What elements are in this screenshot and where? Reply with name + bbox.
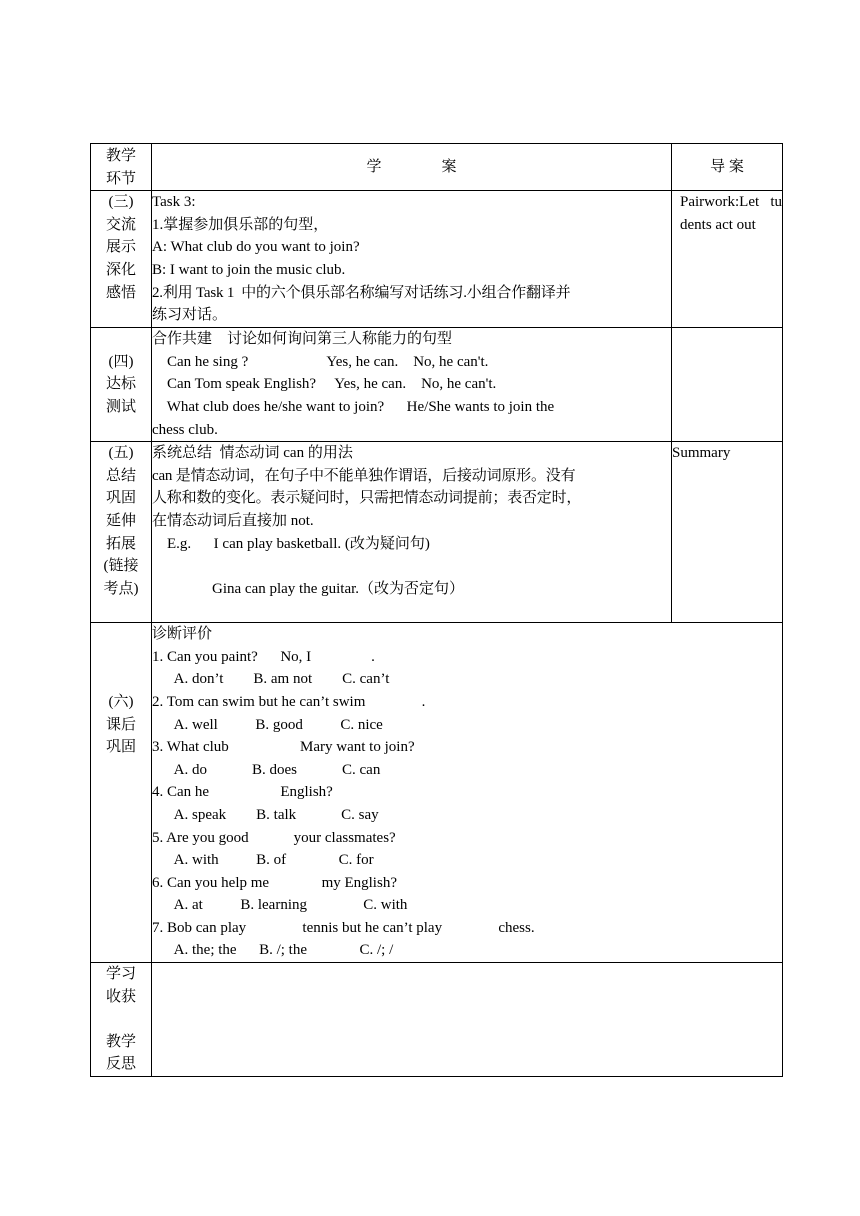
guide-text: Summary: [672, 445, 731, 462]
section-line: 交流: [105, 216, 136, 233]
header-guide-cell: [672, 144, 783, 191]
section-line: 总结: [105, 467, 136, 484]
table-row: [91, 623, 783, 963]
section-line: 收获: [105, 988, 136, 1005]
content-line: A. do B. does C. can: [152, 761, 381, 778]
content-line: 1.掌握参加俱乐部的句型，: [152, 216, 329, 233]
section-line: [91, 328, 151, 351]
content-line: 在情态动词后直接加 not.: [152, 512, 314, 529]
table-row: [91, 191, 783, 328]
content-line: 诊断评价: [152, 626, 213, 643]
guide-text: Pairwork:Let tudents act out: [680, 194, 782, 233]
content-line: Can he sing ? Yes, he can. No, he can't.: [152, 353, 489, 370]
content-line: 合作共建 讨论如何询问第三人称能力的句型: [152, 331, 453, 348]
content-line: 4. Can he English?: [152, 784, 333, 801]
header-plan-label: 学 案: [366, 158, 457, 175]
section-line: 学习: [105, 966, 136, 983]
section-cell: [91, 623, 152, 963]
section-cell: [91, 328, 152, 442]
content-cell: [152, 191, 672, 328]
section-line: (四): [108, 353, 134, 370]
content-line: E.g. I can play basketball. (改为疑问句): [152, 535, 430, 552]
reflection-cell: [152, 963, 783, 1077]
content-line: A. speak B. talk C. say: [152, 806, 379, 823]
header-guide-label: 导 案: [710, 158, 744, 175]
content-line: A: What club do you want to join?: [152, 239, 360, 256]
lesson-plan-document: [90, 143, 781, 1077]
content-line: 7. Bob can play tennis but he can’t play chess.: [152, 919, 535, 936]
lesson-plan-table: [90, 143, 783, 1077]
section-line: 延伸: [105, 512, 136, 529]
section-line: 反思: [105, 1056, 136, 1073]
section-line: 达标: [105, 376, 136, 393]
content-line: 6. Can you help me my English?: [152, 874, 397, 891]
section-line: 巩固: [105, 739, 136, 756]
guide-cell: [672, 328, 783, 442]
content-line: A. at B. learning C. with: [152, 897, 408, 914]
section-line: [91, 1008, 151, 1031]
content-line: A. the; the B. /; the C. /; /: [152, 942, 394, 959]
section-line: 拓展: [105, 535, 136, 552]
content-line: 2. Tom can swim but he can’t swim .: [152, 693, 426, 710]
section-line: 展示: [105, 239, 136, 256]
section-line: 测试: [105, 398, 136, 415]
content-line: A. don’t B. am not C. can’t: [152, 671, 390, 688]
table-row: [91, 328, 783, 442]
section-line: (五): [108, 445, 134, 462]
content-line: [152, 555, 671, 578]
section-line: 考点): [103, 580, 139, 597]
content-line: 1. Can you paint? No, I .: [152, 648, 375, 665]
header-plan-cell: [152, 144, 672, 191]
content-line: can 是情态动词，在句子中不能单独作谓语，后接动词原形。没有: [152, 467, 576, 484]
section-cell: [91, 963, 152, 1077]
content-line: 5. Are you good your classmates?: [152, 829, 396, 846]
content-cell: [152, 328, 672, 442]
table-row: [91, 442, 783, 623]
table-row: [91, 963, 783, 1077]
section-line: 感悟: [105, 284, 136, 301]
content-line: 人称和数的变化。表示疑问时，只需把情态动词提前；表否定时，: [152, 490, 582, 507]
section-cell: [91, 191, 152, 328]
content-cell: [152, 442, 672, 623]
content-line: 2.利用 Task 1 中的六个俱乐部名称编写对话练习.小组合作翻译并: [152, 284, 571, 301]
section-line: (链接: [103, 558, 139, 575]
section-line: (三): [108, 194, 134, 211]
content-line: 练习对话。: [152, 307, 228, 324]
content-cell: [152, 623, 783, 963]
content-line: Task 3:: [152, 194, 196, 211]
table-header-row: [91, 144, 783, 191]
section-line: (六): [108, 693, 134, 710]
section-line: 深化: [105, 261, 136, 278]
header-stage-cell: [91, 144, 152, 191]
content-line: A. well B. good C. nice: [152, 716, 383, 733]
section-line: [91, 623, 151, 691]
guide-cell: [672, 191, 783, 328]
section-cell: [91, 442, 152, 623]
section-line: 课后: [105, 716, 136, 733]
content-line: Gina can play the guitar.（改为否定句）: [152, 580, 465, 597]
content-line: 系统总结 情态动词 can 的用法: [152, 445, 353, 462]
content-line: A. with B. of C. for: [152, 852, 374, 869]
section-line: 巩固: [105, 490, 136, 507]
section-line: 教学: [105, 1033, 136, 1050]
content-line: What club does he/she want to join? He/She wants to join the: [152, 398, 555, 415]
header-stage-line: 教学: [105, 148, 136, 164]
header-stage-line: 环节: [105, 170, 136, 187]
content-line: B: I want to join the music club.: [152, 261, 346, 278]
guide-cell: [672, 442, 783, 623]
content-line: 3. What club Mary want to join?: [152, 739, 415, 756]
content-line: Can Tom speak English? Yes, he can. No, he can't.: [152, 376, 497, 393]
content-line: chess club.: [152, 421, 218, 438]
